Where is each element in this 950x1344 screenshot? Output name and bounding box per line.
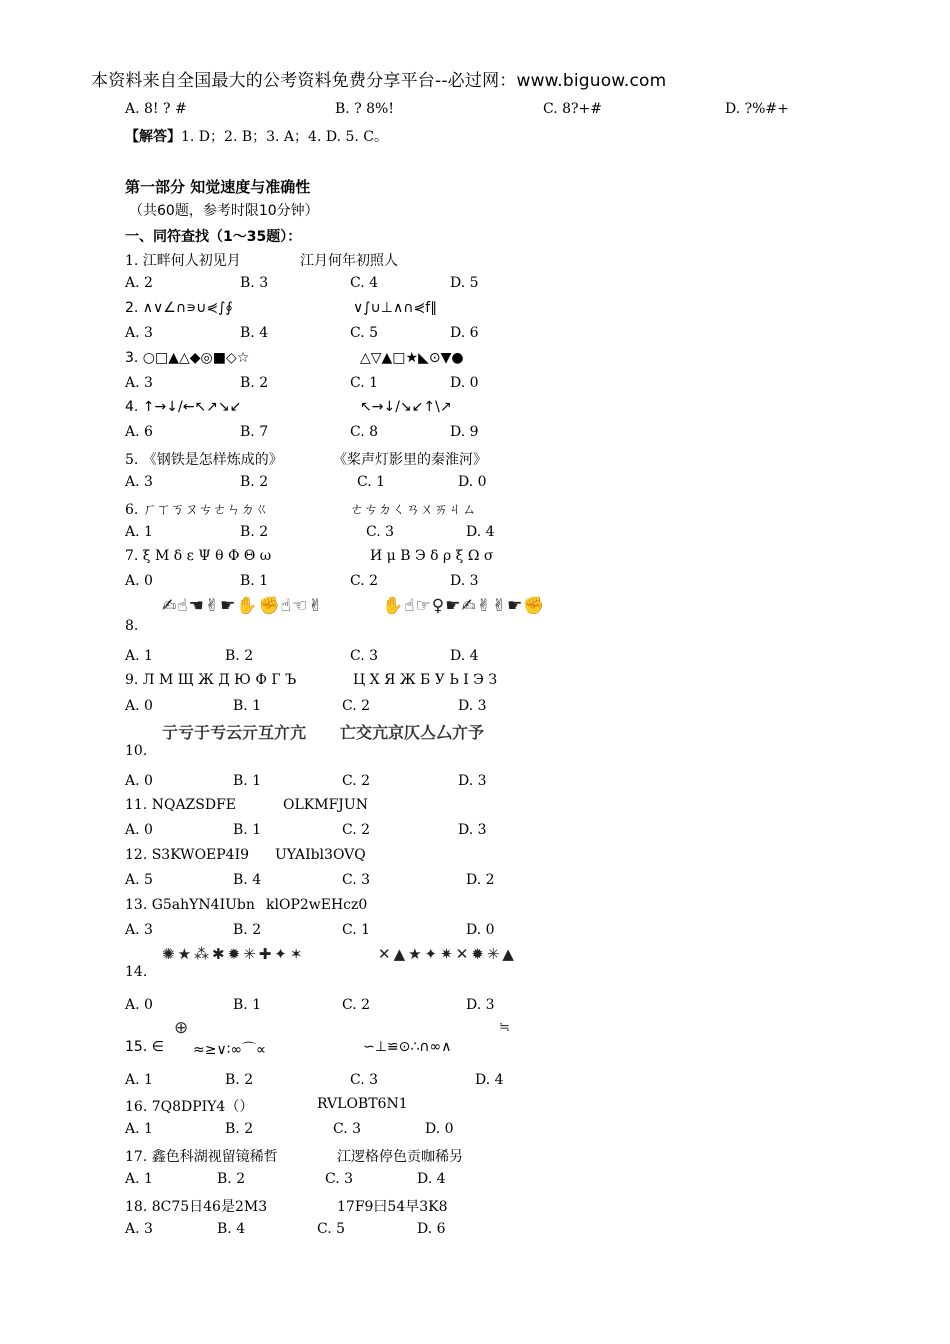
option-a: A. 2 <box>125 275 153 291</box>
option-a: A. 1 <box>125 1121 153 1137</box>
option-c: C. 2 <box>342 997 371 1013</box>
option-b: B. 4 <box>233 872 262 888</box>
question-stem: 9. Л М Щ Ж Д Ю Ф Г Ъ <box>125 672 297 688</box>
option-c: C. 4 <box>350 275 379 291</box>
option-a: A. 1 <box>125 1171 153 1187</box>
option-d: D. 4 <box>466 524 495 540</box>
question-compare: klOP2wEHcz0 <box>266 897 368 913</box>
question-stem: 13. G5ahYN4IUbn <box>125 897 255 913</box>
option-d: D. ?%#+ <box>725 101 789 117</box>
question-compare: ㄜㄘㄉㄑㄢㄨㄞㄐㄙ <box>350 502 476 518</box>
option-d: D. 0 <box>458 474 487 490</box>
option-a: A. 6 <box>125 424 153 440</box>
option-d: D. 4 <box>475 1072 504 1088</box>
option-d: D. 6 <box>450 325 479 341</box>
section-subtitle: （共60题，参考时限10分钟） <box>129 203 319 219</box>
question-compare: 江逻格停色贡咖稀另 <box>337 1149 463 1165</box>
option-b: B. 1 <box>240 573 269 589</box>
option-c: C. 3 <box>342 872 371 888</box>
option-c: C. 3 <box>366 524 395 540</box>
option-d: D. 0 <box>450 375 479 391</box>
option-b: B. 2 <box>217 1171 246 1187</box>
question-compare: 江月何年初照人 <box>300 253 398 269</box>
question-compare: △▽▲□★◣⊙▼● <box>360 350 464 366</box>
question-stem: 2. ∧∨∠∩∍∪⋞∫∮ <box>125 300 233 316</box>
question-stem: 14. <box>125 964 148 980</box>
option-b: B. 2 <box>240 375 269 391</box>
option-a: A. 3 <box>125 375 153 391</box>
option-c: C. 2 <box>342 773 371 789</box>
option-d: D. 3 <box>458 698 487 714</box>
question-compare: RVLOBT6N1 <box>317 1096 408 1112</box>
option-d: D. 0 <box>466 922 495 938</box>
question-compare: И μ Β Э δ ρ ξ Ω σ <box>370 548 494 564</box>
option-c: C. 5 <box>350 325 379 341</box>
question-compare-2: ∽⊥≌⊙∴∩∞∧ <box>363 1039 452 1055</box>
question-stem: 7. ξ Μ δ ε Ψ θ Φ Θ ω <box>125 548 272 564</box>
option-b: B. 1 <box>233 773 262 789</box>
option-c: C. 3 <box>350 648 379 664</box>
answer-label: 【解答】 <box>125 129 181 145</box>
q14-left-symbols: ✺★⁂✱✹✳✚✦✶ <box>162 945 306 963</box>
question-stem: 1. 江畔何人初见月 <box>125 253 241 269</box>
question-stem: 17. 鑫色科湖视留镜稀哲 <box>125 1149 278 1165</box>
q10-right-symbols: 亡交亢京仄亼厶亣予 <box>340 723 485 742</box>
option-a: A. 5 <box>125 872 153 888</box>
q10-left-symbols: 亍亏于亐云亓互亣亢 <box>162 723 307 742</box>
question-stem: 12. S3KWOEP4I9 <box>125 847 250 863</box>
option-c: C. 1 <box>357 474 386 490</box>
option-c: C. 3 <box>350 1072 379 1088</box>
option-b: B. 2 <box>240 524 269 540</box>
question-stem: 6. ㄏㄒㄎㄡㄘㄜㄣㄉㄍ <box>125 502 269 518</box>
option-d: D. 3 <box>458 773 487 789</box>
option-d: D. 4 <box>450 648 479 664</box>
option-a: A. 1 <box>125 524 153 540</box>
option-c: C. 2 <box>342 698 371 714</box>
option-c: C. 3 <box>325 1171 354 1187</box>
option-b: B. 1 <box>233 997 262 1013</box>
option-c: C. 5 <box>317 1221 346 1237</box>
option-b: B. 2 <box>225 648 254 664</box>
question-compare: OLKMFJUN <box>283 797 368 813</box>
option-a: A. 8! ? # <box>125 101 187 117</box>
question-compare: Ц Х Я Ж Б У Ь Ⅰ Э З <box>353 672 498 688</box>
option-a: A. 0 <box>125 822 153 838</box>
option-a: A. 0 <box>125 997 153 1013</box>
option-a: A. 1 <box>125 1072 153 1088</box>
option-b: B. 3 <box>240 275 269 291</box>
question-stem: 16. 7Q8DPIY4（） <box>125 1099 254 1115</box>
option-a: A. 3 <box>125 325 153 341</box>
question-compare: ≈≥∨∶∞⌒∝ <box>193 1042 267 1058</box>
option-d: D. 0 <box>425 1121 454 1137</box>
answer-line <box>125 126 388 146</box>
option-c: C. 1 <box>342 922 371 938</box>
question-stem: 3. ○□▲△◆◎■◇☆ <box>125 350 250 366</box>
question-stem: 15. ∈ <box>125 1039 164 1055</box>
question-compare: 《桨声灯影里的秦淮河》 <box>333 452 487 468</box>
option-c: C. 8?+# <box>543 101 602 117</box>
option-b: B. 1 <box>233 698 262 714</box>
q14-right-symbols: ✕▲★✦✷✕✹✳▲ <box>378 945 517 963</box>
circle-plus-symbol: ⊕ <box>174 1018 189 1038</box>
q8-right-symbols: ✋☝☞♀☛✍✌✌☛✊ <box>382 596 546 616</box>
answer-text: 1. D；2. B；3. A；4. D. 5. C。 <box>181 129 388 145</box>
option-d: D. 3 <box>450 573 479 589</box>
option-a: A. 3 <box>125 922 153 938</box>
question-compare: UYAIbl3OVQ <box>275 847 366 863</box>
option-b: B. 2 <box>233 922 262 938</box>
q8-left-symbols: ✍☝☚✌☛✋✊☝☜✌ <box>162 596 324 616</box>
option-c: C. 2 <box>342 822 371 838</box>
option-a: A. 0 <box>125 573 153 589</box>
option-c: C. 3 <box>333 1121 362 1137</box>
option-d: D. 6 <box>417 1221 446 1237</box>
question-stem: 18. 8C75日46是2M3 <box>125 1199 268 1215</box>
option-c: C. 1 <box>350 375 379 391</box>
option-d: D. 3 <box>466 997 495 1013</box>
section-title: 第一部分 知觉速度与准确性 <box>125 178 311 196</box>
option-b: B. ? 8%! <box>335 101 394 117</box>
question-compare: ∨∫∪⊥∧∩⋞f∥ <box>353 300 438 316</box>
option-d: D. 4 <box>417 1171 446 1187</box>
part-title: 一、同符查找（1～35题）： <box>125 229 302 245</box>
question-stem: 8. <box>125 618 139 634</box>
option-d: D. 9 <box>450 424 479 440</box>
question-stem: 5. 《钢铁是怎样炼成的》 <box>125 452 283 468</box>
dot-equal-symbol: ≒ <box>499 1020 510 1035</box>
option-d: D. 3 <box>458 822 487 838</box>
option-b: B. 2 <box>240 474 269 490</box>
option-b: B. 4 <box>240 325 269 341</box>
option-d: D. 2 <box>466 872 495 888</box>
option-b: B. 2 <box>225 1072 254 1088</box>
option-b: B. 2 <box>225 1121 254 1137</box>
option-a: A. 3 <box>125 474 153 490</box>
option-c: C. 2 <box>350 573 379 589</box>
option-a: A. 0 <box>125 773 153 789</box>
option-c: C. 8 <box>350 424 379 440</box>
option-d: D. 5 <box>450 275 479 291</box>
question-compare: 17F9曰54早3K8 <box>337 1199 448 1215</box>
question-stem: 4. ↑→↓/←↖↗↘↙ <box>125 399 242 415</box>
option-a: A. 1 <box>125 648 153 664</box>
option-a: A. 0 <box>125 698 153 714</box>
question-stem: 11. NQAZSDFE <box>125 797 237 813</box>
question-stem: 10. <box>125 743 148 759</box>
option-b: B. 4 <box>217 1221 246 1237</box>
option-a: A. 3 <box>125 1221 153 1237</box>
option-b: B. 1 <box>233 822 262 838</box>
question-compare: ↖→↓/↘↙↑\↗ <box>360 399 452 415</box>
option-b: B. 7 <box>240 424 269 440</box>
page-header: 本资料来自全国最大的公考资料免费分享平台--必过网：www.biguow.com <box>91 71 667 91</box>
